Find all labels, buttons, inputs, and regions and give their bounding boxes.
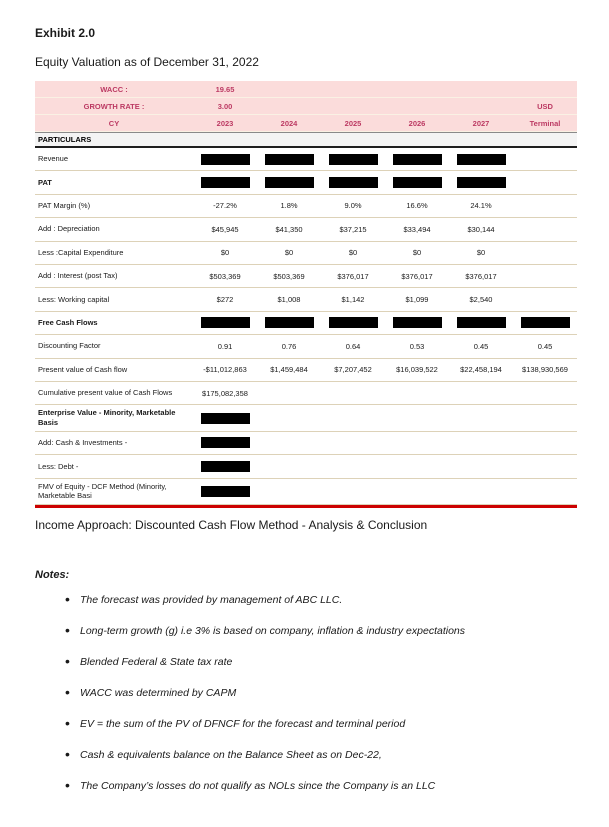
table-cell: 0.64 (345, 341, 361, 351)
table-row (35, 335, 577, 358)
header-cell: USD (537, 101, 553, 111)
table-cell: 9.0% (344, 201, 362, 211)
row-label: Add : Interest (post Tax) (38, 271, 118, 281)
table-row (35, 405, 577, 432)
table-cell: $376,017 (465, 271, 497, 281)
table-cell: -27.2% (213, 201, 237, 211)
row-label: Less: Debt - (38, 461, 79, 471)
redaction-block (201, 413, 250, 424)
header-cell: 2024 (280, 118, 298, 128)
row-label: Discounting Factor (38, 341, 101, 351)
table-row (35, 265, 577, 288)
redaction-block (329, 177, 378, 188)
header-row-label: CY (108, 118, 120, 128)
note-item: • WACC was determined by CAPM (35, 687, 609, 700)
note-item: • Blended Federal & State tax rate (35, 656, 609, 669)
table-cell: 16.6% (406, 201, 428, 211)
table-cell: $30,144 (467, 224, 495, 234)
table-cell: $22,458,194 (460, 365, 502, 375)
row-label: Present value of Cash flow (38, 364, 128, 374)
redaction-block (265, 154, 314, 165)
table-row (35, 359, 577, 382)
row-label: Add : Depreciation (38, 224, 100, 234)
table-cell: 0.76 (281, 341, 297, 351)
table-cell: -$11,012,863 (203, 365, 247, 375)
table-cell: $376,017 (337, 271, 369, 281)
table-cell: $503,369 (273, 271, 305, 281)
redaction-block (201, 461, 250, 472)
table-cell: 0.53 (409, 341, 425, 351)
table-header-row (35, 115, 577, 132)
table-row (35, 242, 577, 265)
redaction-block (201, 437, 250, 448)
table-cell: 0.91 (217, 341, 233, 351)
table-row (35, 432, 577, 455)
table-cell: 1.8% (280, 201, 298, 211)
note-item: • Long-term growth (g) i.e 3% is based on company, inflation & industry expectations (35, 625, 609, 638)
row-label: Less :Capital Expenditure (38, 247, 124, 257)
table-cell: $7,207,452 (334, 365, 372, 375)
row-label: Enterprise Value - Minority, Marketable Basis (38, 408, 176, 428)
conclusion-line: Income Approach: Discounted Cash Flow Method - Analysis & Conclusion (35, 518, 428, 533)
row-label: Free Cash Flows (38, 318, 98, 328)
row-label: PAT Margin (%) (38, 201, 91, 211)
table-cell: $45,945 (211, 224, 239, 234)
table-cell (193, 317, 257, 328)
row-label: PAT (38, 177, 52, 187)
header-cell: 2027 (472, 118, 490, 128)
table-row (35, 455, 577, 478)
table-cell (385, 317, 449, 328)
table-cell: $2,540 (469, 295, 493, 305)
table-cell: $376,017 (401, 271, 433, 281)
table-cell: $0 (220, 248, 230, 258)
table-cell: $503,369 (209, 271, 241, 281)
table-cell: $1,099 (405, 295, 429, 305)
table-row (35, 195, 577, 218)
redaction-block (329, 317, 378, 328)
table-cell: $272 (216, 295, 234, 305)
exhibit-title: Exhibit 2.0 (35, 26, 96, 40)
table-cell: $0 (348, 248, 358, 258)
redaction-block (393, 317, 442, 328)
header-row-label: GROWTH RATE : (83, 101, 145, 111)
header-row-label: WACC : (100, 84, 128, 94)
redaction-block (329, 154, 378, 165)
table-cell (321, 177, 385, 188)
table-cell: 0.45 (537, 341, 553, 351)
row-label: Cumulative present value of Cash Flows (38, 388, 173, 398)
row-label: Add: Cash & Investments - (38, 438, 128, 448)
table-cell: $1,459,484 (270, 365, 308, 375)
redaction-block (201, 154, 250, 165)
table-row (35, 288, 577, 311)
header-cell: 19.65 (215, 84, 235, 94)
table-header-row (35, 98, 577, 115)
particulars-label: PARTICULARS (38, 135, 92, 144)
row-label: Revenue (38, 154, 69, 164)
redaction-block (457, 154, 506, 165)
table-cell (193, 461, 257, 472)
redaction-block (265, 317, 314, 328)
table-row (35, 218, 577, 241)
table-row (35, 382, 577, 405)
header-cell: 2023 (216, 118, 234, 128)
table-row (35, 148, 577, 171)
table-cell (321, 317, 385, 328)
redaction-block (393, 154, 442, 165)
header-cell: 2026 (408, 118, 426, 128)
table-cell (449, 317, 513, 328)
table-cell (257, 317, 321, 328)
header-cell: 2025 (344, 118, 362, 128)
redaction-block (201, 177, 250, 188)
table-cell: $37,215 (339, 224, 367, 234)
table-cell: 24.1% (470, 201, 492, 211)
table-cell: $33,494 (403, 224, 431, 234)
redaction-block (201, 317, 250, 328)
valuation-table (35, 81, 577, 508)
redaction-block (201, 486, 250, 497)
table-cell (193, 177, 257, 188)
redaction-block (457, 177, 506, 188)
table-cell (449, 154, 513, 165)
table-cell: $1,142 (341, 295, 365, 305)
table-row (35, 479, 577, 506)
table-cell: $41,350 (275, 224, 303, 234)
table-cell: $0 (284, 248, 294, 258)
redaction-block (393, 177, 442, 188)
header-cell: Terminal (529, 118, 561, 128)
table-cell (193, 437, 257, 448)
table-cell (385, 177, 449, 188)
table-header-row (35, 81, 577, 98)
table-cell: $138,930,569 (522, 365, 568, 375)
row-label: FMV of Equity - DCF Method (Minority, Marketable Basi (38, 481, 167, 501)
table-cell: $0 (476, 248, 486, 258)
table-cell: $175,082,358 (202, 388, 248, 398)
table-cell: $0 (412, 248, 422, 258)
table-cell: $1,008 (277, 295, 301, 305)
note-item: • EV = the sum of the PV of DFNCF for the forecast and terminal period (35, 718, 609, 731)
notes-list (35, 594, 609, 793)
table-cell (513, 317, 577, 328)
header-cell: 3.00 (217, 101, 233, 111)
table-cell (257, 154, 321, 165)
table-cell (257, 177, 321, 188)
row-label: Less: Working capital (38, 294, 110, 304)
table-cell (449, 177, 513, 188)
table-cell (321, 154, 385, 165)
redaction-block (457, 317, 506, 328)
table-row (35, 312, 577, 335)
note-item: • The forecast was provided by management of ABC LLC. (35, 594, 609, 607)
note-item: • The Company’s losses do not qualify as NOLs since the Company is an LLC (35, 780, 609, 793)
notes-heading: Notes: (35, 569, 70, 582)
table-cell (193, 154, 257, 165)
redaction-block (521, 317, 570, 328)
redaction-block (265, 177, 314, 188)
table-cell (193, 413, 257, 424)
table-cell: $16,039,522 (396, 365, 438, 375)
table-cell (193, 486, 257, 497)
table-cell (385, 154, 449, 165)
valuation-subtitle: Equity Valuation as of December 31, 2022 (35, 55, 259, 69)
table-cell: 0.45 (473, 341, 489, 351)
note-item: • Cash & equivalents balance on the Balance Sheet as on Dec-22, (35, 749, 609, 762)
table-row (35, 171, 577, 194)
particulars-row (35, 132, 577, 148)
